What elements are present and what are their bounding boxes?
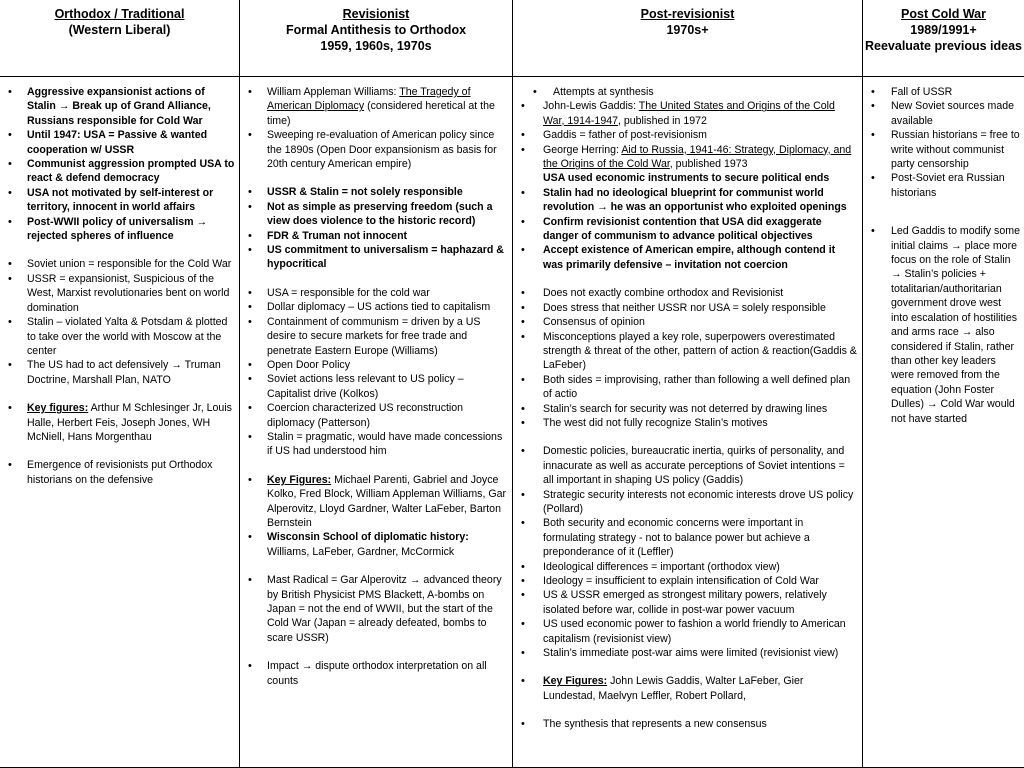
header-post-cold-war xyxy=(863,0,1024,77)
list-item-text: Key figures: xyxy=(27,402,89,415)
list-item-text: US used economic power to fashion a world friendly to American capitalism (revisionist view) xyxy=(543,618,846,645)
column-orthodox xyxy=(0,77,240,768)
list-item xyxy=(6,157,235,186)
list-item-text: The Tragedy of American Diplomacy xyxy=(267,86,471,113)
list-item xyxy=(246,315,508,358)
list-item xyxy=(6,85,235,128)
list-item xyxy=(519,128,858,142)
list-item xyxy=(6,315,235,358)
list-item-text: Mast Radical = Gar Alperovitz → advanced theory by British Physicist PMS Blackett, A-bombs on Japan = not the end of WWII, but the start of the Cold War (Japan = already defeated, bombs to scare USSR) xyxy=(267,574,502,644)
list-item xyxy=(519,315,858,329)
list-item-text: Gaddis = father of post-revisionism xyxy=(543,129,707,142)
list-item-text: Sweeping re-evaluation of American policy since the 1890s (Open Door expansionism as basis for 20th century American empire) xyxy=(267,129,497,171)
list-item xyxy=(519,488,858,517)
list-item-text: USA used economic instruments to secure political ends xyxy=(543,172,830,185)
list-item-text: John Lewis Gaddis, Walter LaFeber, Gier Lundestad, Maelvyn Leffler, Robert Pollard, xyxy=(543,675,804,702)
list-item xyxy=(519,674,858,703)
list-item-text: USA = responsible for the cold war xyxy=(267,286,430,299)
list-item xyxy=(246,401,508,430)
list-item xyxy=(246,85,508,128)
list-item xyxy=(246,300,508,314)
list-item-text: Soviet union = responsible for the Cold War xyxy=(27,258,232,271)
list-item-text: Russian historians = free to write without communist party censorship xyxy=(891,129,1020,171)
list-item xyxy=(519,402,858,416)
header-subtitle: 1970s+ xyxy=(666,23,709,37)
header-orthodox xyxy=(0,0,240,77)
list-item-text: USA not motivated by self-interest or territory, innocent in world affairs xyxy=(27,186,214,214)
list-item xyxy=(519,215,858,244)
list-item xyxy=(246,530,508,559)
list-item xyxy=(519,186,858,215)
bullet-list xyxy=(869,85,1020,426)
list-item-text: US & USSR emerged as strongest military powers, relatively isolated before war, collide in post-war power vacuum xyxy=(543,589,827,616)
list-item-text: Post-WWII policy of universalism → rejected spheres of influence xyxy=(27,215,208,243)
header-subtitle: (Western Liberal) xyxy=(68,23,171,37)
list-item-text: (considered heretical at the time) xyxy=(267,100,495,127)
list-item xyxy=(246,128,508,171)
list-item xyxy=(246,229,508,243)
list-item-text: Dollar diplomacy – US actions tied to capitalism xyxy=(267,301,491,314)
list-item-text: Does not exactly combine orthodox and Revisionist xyxy=(543,287,784,300)
header-subtitle: Reevaluate previous ideas xyxy=(864,39,1023,53)
list-item xyxy=(6,186,235,215)
list-item xyxy=(519,516,858,559)
list-item xyxy=(519,717,858,731)
list-item-text: Key Figures: xyxy=(543,675,608,688)
list-item-text: , published in 1972 xyxy=(618,114,707,127)
list-item xyxy=(519,560,858,574)
list-item-text: Consensus of opinion xyxy=(543,316,645,329)
list-item-text: The US had to act defensively → Truman Doctrine, Marshall Plan, NATO xyxy=(27,359,221,386)
list-item-text: Accept existence of American empire, although contend it was primarily defensive – invitation not coercion xyxy=(543,244,836,271)
list-item-text: Until 1947: USA = Passive & wanted cooperation w/ USSR xyxy=(27,129,208,156)
list-item xyxy=(519,99,858,128)
list-item-text: Michael Parenti, Gabriel and Joyce Kolko, Fred Block, William Appleman Williams, Gar Alperovitz, Lloyd Gardner, Walter LaFeber, Barton Bernstein xyxy=(267,473,507,529)
header-title: Post-revisionist xyxy=(640,7,735,21)
list-item xyxy=(246,243,508,272)
list-item-text: Ideology = insufficient to explain intensification of Cold War xyxy=(543,575,819,587)
list-item xyxy=(519,286,858,300)
list-item-text: Emergence of revisionists put Orthodox historians on the defensive xyxy=(27,459,213,486)
list-item-text: Stalin = pragmatic, would have made concessions if US had understood him xyxy=(267,430,503,458)
list-item xyxy=(519,646,858,660)
list-item xyxy=(519,243,858,272)
list-item-text: Led Gaddis to modify some initial claims → place more focus on the role of Stalin → Stalin’s policies + totalitarian/authoritarian government drove west into escalation of hostilities and arms race → also considered if Stalin, rather than other key leaders were removed from the equation (John Foster Dulles) → Cold War would not have started xyxy=(891,225,1020,425)
list-item-text: Fall of USSR xyxy=(891,86,953,98)
list-item xyxy=(246,473,508,531)
list-item-text: New Soviet sources made available xyxy=(891,100,1015,127)
list-item-text: The west did not fully recognize Stalin’s motives xyxy=(543,416,768,429)
list-item xyxy=(6,128,235,157)
list-item xyxy=(246,358,508,372)
list-item-text: Aid to Russia, 1941-46: Strategy, Diplomacy, and the Origins of the Cold War xyxy=(543,143,852,171)
column-revisionist xyxy=(240,77,513,768)
column-post-revisionist xyxy=(513,77,863,768)
list-item xyxy=(6,358,235,387)
list-item xyxy=(519,85,858,99)
list-item-text: Wisconsin School of diplomatic history: xyxy=(267,531,469,544)
list-item xyxy=(519,143,858,172)
list-item-text: Domestic policies, bureaucratic inertia, quirks of personality, and innacurate as well as accurate perceptions of Soviet intentions = all important in shaping US policy (Gaddis) xyxy=(543,445,845,487)
header-subtitle: 1989/1991+ xyxy=(910,23,977,37)
list-item-text: Open Door Policy xyxy=(267,358,351,371)
list-item xyxy=(6,215,235,244)
list-item-text: Coercion characterized US reconstruction diplomacy (Patterson) xyxy=(267,402,464,429)
header-title: Revisionist xyxy=(342,7,410,21)
list-item xyxy=(246,659,508,688)
list-item-text: Stalin’s search for security was not deterred by drawing lines xyxy=(543,402,828,415)
bullet-list xyxy=(6,85,235,487)
list-item-text: William Appleman Williams: xyxy=(267,86,400,98)
list-item-text: Post-Soviet era Russian historians xyxy=(891,172,1005,199)
list-item-text: Soviet actions less relevant to US policy – Capitalist drive (Kolkos) xyxy=(267,373,464,400)
list-item-text: Both sides = improvising, rather than following a well defined plan of actio xyxy=(543,373,851,401)
list-item-text: Arthur M Schlesinger Jr, Louis Halle, Herbert Feis, Joseph Jones, WH McNiell, Hans Morgenthau xyxy=(27,402,232,443)
list-item xyxy=(519,574,858,588)
list-item xyxy=(869,171,1020,200)
list-item-text: Ideological differences = important (orthodox view) xyxy=(543,560,780,573)
list-item-text: Does stress that neither USSR nor USA = solely responsible xyxy=(543,301,826,314)
list-item xyxy=(246,573,508,645)
list-item-text: Not as simple as preserving freedom (such a view does violence to the historic record) xyxy=(267,200,493,228)
list-item-text: Confirm revisionist contention that USA did exaggerate danger of communism to advance political objectives xyxy=(543,215,822,243)
list-item xyxy=(519,416,858,430)
header-revisionist xyxy=(240,0,513,77)
bullet-list xyxy=(519,85,858,732)
column-post-cold-war xyxy=(863,77,1024,768)
list-item-text: The synthesis that represents a new consensus xyxy=(543,718,767,731)
list-item xyxy=(869,224,1020,426)
list-item xyxy=(6,458,235,487)
list-item-text: Stalin – violated Yalta & Potsdam & plotted to take over the world with Moscow at the center xyxy=(27,316,228,357)
list-item-text: Stalin had no ideological blueprint for communist world revolution → he was an opportunist who exploited openings xyxy=(543,186,847,214)
list-item-text: George Herring: xyxy=(543,143,622,156)
list-item xyxy=(519,444,858,487)
list-item-text: Attempts at synthesis xyxy=(553,86,654,98)
list-item xyxy=(869,85,1020,99)
list-item-text: USSR & Stalin = not solely responsible xyxy=(267,186,463,199)
list-item-text: John-Lewis Gaddis: xyxy=(543,100,639,113)
list-item-text: The United States and Origins of the Cold War, 1914-1947 xyxy=(543,100,835,127)
list-item xyxy=(6,401,235,444)
list-item xyxy=(519,373,858,402)
list-item xyxy=(519,617,858,646)
list-item xyxy=(246,430,508,459)
list-item-text: Containment of communism = driven by a US desire to secure markets for free trade and penetrate Eastern Europe (Williams) xyxy=(267,315,481,357)
list-item xyxy=(519,301,858,315)
list-item xyxy=(869,128,1020,171)
list-item-text: Both security and economic concerns were important in formulating strategy - not to balance power but achieve a preponderance of it (Leffler) xyxy=(543,517,810,559)
list-item-text: Stalin’s immediate post-war aims were limited (revisionist view) xyxy=(543,647,839,660)
bullet-list xyxy=(246,85,508,688)
list-item-text: Misconceptions played a key role, superpowers overestimated strength & threat of the other, pattern of action & reaction(Gaddis & LaFeber) xyxy=(543,330,857,372)
list-item xyxy=(6,257,235,271)
list-item-text: Strategic security interests not economic interests drove US policy (Pollard) xyxy=(543,488,854,515)
list-item xyxy=(519,330,858,373)
header-title: Post Cold War xyxy=(901,7,986,21)
list-item-text: FDR & Truman not innocent xyxy=(267,229,408,242)
header-post-revisionist xyxy=(513,0,863,77)
list-item-text: Williams, LaFeber, Gardner, McCormick xyxy=(267,545,455,558)
list-item xyxy=(519,171,858,185)
list-item-text: , published 1973 xyxy=(669,158,748,171)
list-item xyxy=(519,588,858,617)
list-item-text: Impact → dispute orthodox interpretation on all counts xyxy=(267,660,487,687)
list-item-text: Communist aggression prompted USA to react & defend democracy xyxy=(27,158,235,185)
list-item-text: US commitment to universalism = haphazard & hypocritical xyxy=(267,244,504,271)
list-item xyxy=(246,286,508,300)
list-item xyxy=(246,185,508,199)
header-title: Orthodox / Traditional xyxy=(54,7,185,21)
list-item xyxy=(869,99,1020,128)
header-subtitle: 1959, 1960s, 1970s xyxy=(320,39,432,53)
header-subtitle: Formal Antithesis to Orthodox xyxy=(285,23,467,37)
list-item-text: Aggressive expansionist actions of Stalin → Break up of Grand Alliance, Russians responsible for Cold War xyxy=(27,86,211,127)
list-item xyxy=(6,272,235,315)
list-item-text: Key Figures: xyxy=(267,473,332,486)
list-item-text: USSR = expansionist, Suspicious of the West, Marxist revolutionaries bent on world domination xyxy=(27,272,230,314)
list-item xyxy=(246,372,508,401)
list-item xyxy=(246,200,508,229)
